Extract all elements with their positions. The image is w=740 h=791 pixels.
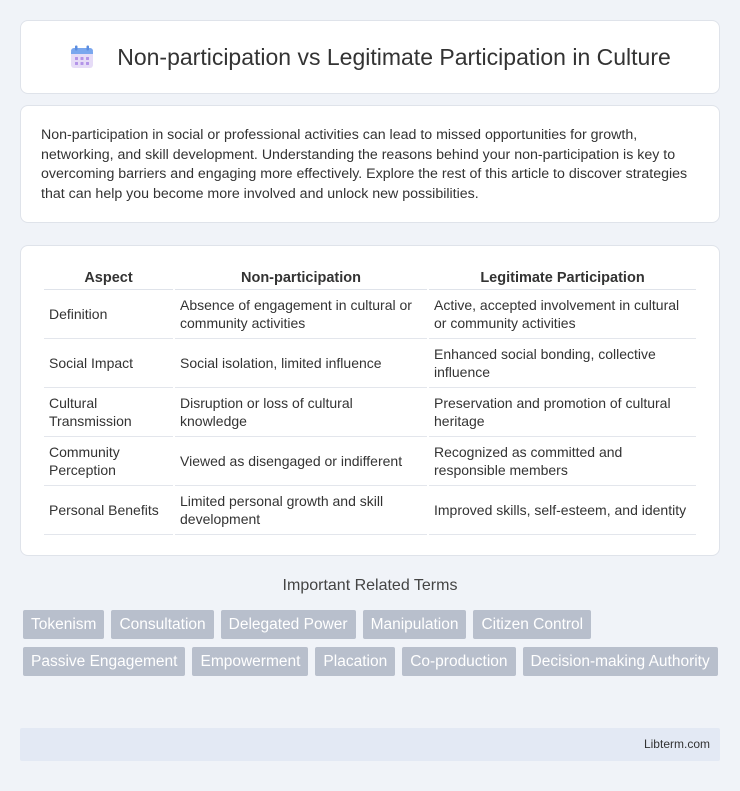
table-row — [44, 339, 696, 388]
footer-site-link[interactable]: Libterm.com — [643, 737, 710, 751]
table-row — [44, 290, 696, 339]
table-row — [44, 388, 696, 437]
footer — [20, 728, 720, 761]
table-cell: Absence of engagement in cultural or community activities — [175, 290, 427, 339]
title-card — [20, 20, 720, 94]
header-aspect: Aspect — [44, 266, 173, 290]
tag-empowerment[interactable]: Empowerment — [192, 647, 308, 676]
table-cell: Enhanced social bonding, collective influence — [429, 339, 696, 388]
table-row — [44, 437, 696, 486]
tag-delegated-power[interactable]: Delegated Power — [221, 610, 356, 639]
page-title: Non-participation vs Legitimate Participation in Culture — [117, 43, 671, 70]
tag-citizen-control[interactable]: Citizen Control — [473, 610, 591, 639]
table-cell: Definition — [44, 290, 173, 339]
tag-manipulation[interactable]: Manipulation — [363, 610, 467, 639]
tag-decision-making-authority[interactable]: Decision-making Authority — [523, 647, 718, 676]
intro-card — [20, 105, 720, 223]
table-cell: Viewed as disengaged or indifferent — [175, 437, 427, 486]
table-cell: Cultural Transmission — [44, 388, 173, 437]
table-row — [44, 486, 696, 535]
table-cell: Improved skills, self-esteem, and identity — [429, 486, 696, 535]
calendar-icon — [69, 44, 95, 70]
tag-passive-engagement[interactable]: Passive Engagement — [23, 647, 185, 676]
table-cell: Active, accepted involvement in cultural or community activities — [429, 290, 696, 339]
table-cell: Personal Benefits — [44, 486, 173, 535]
table-cell: Community Perception — [44, 437, 173, 486]
table-cell: Social Impact — [44, 339, 173, 388]
table-header-row — [44, 266, 696, 290]
header-legitimate-participation: Legitimate Participation — [429, 266, 696, 290]
related-terms-title: Important Related Terms — [282, 577, 458, 594]
table-cell: Limited personal growth and skill development — [175, 486, 427, 535]
table-cell: Social isolation, limited influence — [175, 339, 427, 388]
table-cell: Recognized as committed and responsible members — [429, 437, 696, 486]
tag-tokenism[interactable]: Tokenism — [23, 610, 104, 639]
comparison-table — [42, 266, 698, 535]
tag-placation[interactable]: Placation — [315, 647, 395, 676]
related-terms-tags — [23, 610, 723, 676]
header-non-participation: Non-participation — [175, 266, 427, 290]
tag-consultation[interactable]: Consultation — [111, 610, 213, 639]
comparison-card — [20, 245, 720, 556]
table-cell: Disruption or loss of cultural knowledge — [175, 388, 427, 437]
tag-co-production[interactable]: Co-production — [402, 647, 515, 676]
intro-text: Non-participation in social or professional activities can lead to missed opportunities for growth, networking, and skill development. Understanding the reasons behind your non-participation is key to overcoming barriers and engaging more effectively. Explore the rest of this article to discover strategies that can help you become more involved and unlock new possibilities. — [41, 127, 688, 202]
table-cell: Preservation and promotion of cultural heritage — [429, 388, 696, 437]
